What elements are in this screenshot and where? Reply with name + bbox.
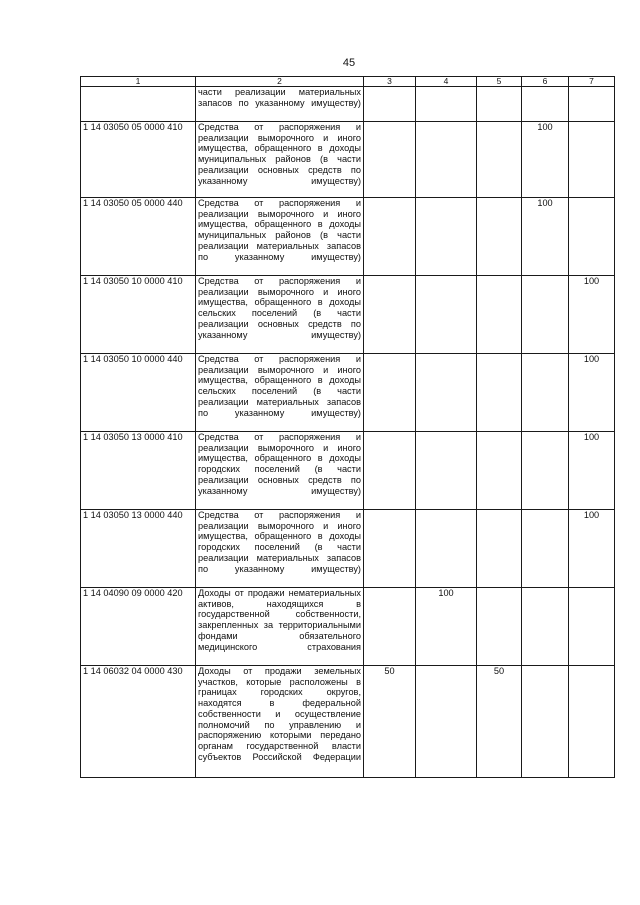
budget-code-cell: 1 14 03050 10 0000 410 [81,276,196,354]
value-cell-4 [416,666,477,778]
column-header: 4 [416,77,477,87]
value-cell-4 [416,432,477,510]
value-cell-6 [522,87,569,122]
value-cell-3 [364,510,416,588]
revenue-code-table [80,76,615,778]
budget-code-cell: 1 14 04090 09 0000 420 [81,588,196,666]
value-cell-5 [477,87,522,122]
value-cell-3 [364,588,416,666]
value-cell-6 [522,510,569,588]
column-header: 7 [569,77,615,87]
value-cell-3 [364,354,416,432]
table-row [81,588,615,666]
value-cell-6 [522,354,569,432]
column-header: 2 [196,77,364,87]
description-cell: Средства от распоряжения и реализации выморочного и иного имущества, обращенного в доходы городских поселений (в части реализации материальных запасов по указанному имуществу) [196,510,364,588]
column-header: 1 [81,77,196,87]
description-cell: Средства от распоряжения и реализации выморочного и иного имущества, обращенного в доходы муниципальных районов (в части реализации материальных запасов по указанному имуществу) [196,198,364,276]
value-cell-7 [569,588,615,666]
value-cell-7 [569,87,615,122]
table-row [81,666,615,778]
description-cell: Доходы от продажи земельных участков, которые расположены в границах городских округов, находятся в федеральной собственности и осуществление полномочий по управлению и распоряжению которыми передано органам государственной власти субъектов Российской Федерации [196,666,364,778]
value-cell-4 [416,198,477,276]
value-cell-7: 100 [569,276,615,354]
value-cell-5 [477,510,522,588]
budget-code-cell: 1 14 06032 04 0000 430 [81,666,196,778]
budget-code-cell: 1 14 03050 05 0000 440 [81,198,196,276]
value-cell-6: 100 [522,198,569,276]
value-cell-7: 100 [569,432,615,510]
value-cell-7 [569,198,615,276]
description-cell: Средства от распоряжения и реализации выморочного и иного имущества, обращенного в доходы муниципальных районов (в части реализации основных средств по указанному имуществу) [196,122,364,198]
budget-code-cell: 1 14 03050 13 0000 440 [81,510,196,588]
value-cell-6 [522,666,569,778]
value-cell-6 [522,276,569,354]
value-cell-5: 50 [477,666,522,778]
value-cell-5 [477,122,522,198]
budget-code-cell: 1 14 03050 13 0000 410 [81,432,196,510]
value-cell-3 [364,198,416,276]
table-row [81,198,615,276]
value-cell-4 [416,354,477,432]
table-row [81,122,615,198]
table-row [81,276,615,354]
value-cell-3 [364,87,416,122]
table-row [81,87,615,122]
value-cell-4 [416,510,477,588]
value-cell-6 [522,588,569,666]
value-cell-5 [477,198,522,276]
description-cell: части реализации материальных запасов по указанному имуществу) [196,87,364,122]
description-cell: Средства от распоряжения и реализации выморочного и иного имущества, обращенного в доходы городских поселений (в части реализации основных средств по указанному имуществу) [196,432,364,510]
column-header: 6 [522,77,569,87]
budget-code-cell: 1 14 03050 10 0000 440 [81,354,196,432]
value-cell-6: 100 [522,122,569,198]
value-cell-5 [477,276,522,354]
table-header-row [81,77,615,87]
column-header: 3 [364,77,416,87]
value-cell-4: 100 [416,588,477,666]
value-cell-7: 100 [569,354,615,432]
budget-code-cell [81,87,196,122]
value-cell-5 [477,354,522,432]
value-cell-6 [522,432,569,510]
value-cell-4 [416,122,477,198]
description-cell: Средства от распоряжения и реализации выморочного и иного имущества, обращенного в доходы сельских поселений (в части реализации материальных запасов по указанному имуществу) [196,354,364,432]
value-cell-7 [569,666,615,778]
value-cell-4 [416,276,477,354]
description-cell: Доходы от продажи нематериальных активов, находящихся в государственной собственности, закрепленных за территориальными фондами обязательного медицинского страхования [196,588,364,666]
value-cell-3 [364,122,416,198]
value-cell-5 [477,432,522,510]
table-row [81,354,615,432]
description-cell: Средства от распоряжения и реализации выморочного и иного имущества, обращенного в доходы сельских поселений (в части реализации основных средств по указанному имуществу) [196,276,364,354]
page-number: 45 [342,57,356,69]
budget-code-cell: 1 14 03050 05 0000 410 [81,122,196,198]
value-cell-5 [477,588,522,666]
value-cell-7: 100 [569,510,615,588]
value-cell-3: 50 [364,666,416,778]
table-row [81,510,615,588]
value-cell-3 [364,276,416,354]
value-cell-3 [364,432,416,510]
value-cell-7 [569,122,615,198]
value-cell-4 [416,87,477,122]
table-row [81,432,615,510]
column-header: 5 [477,77,522,87]
